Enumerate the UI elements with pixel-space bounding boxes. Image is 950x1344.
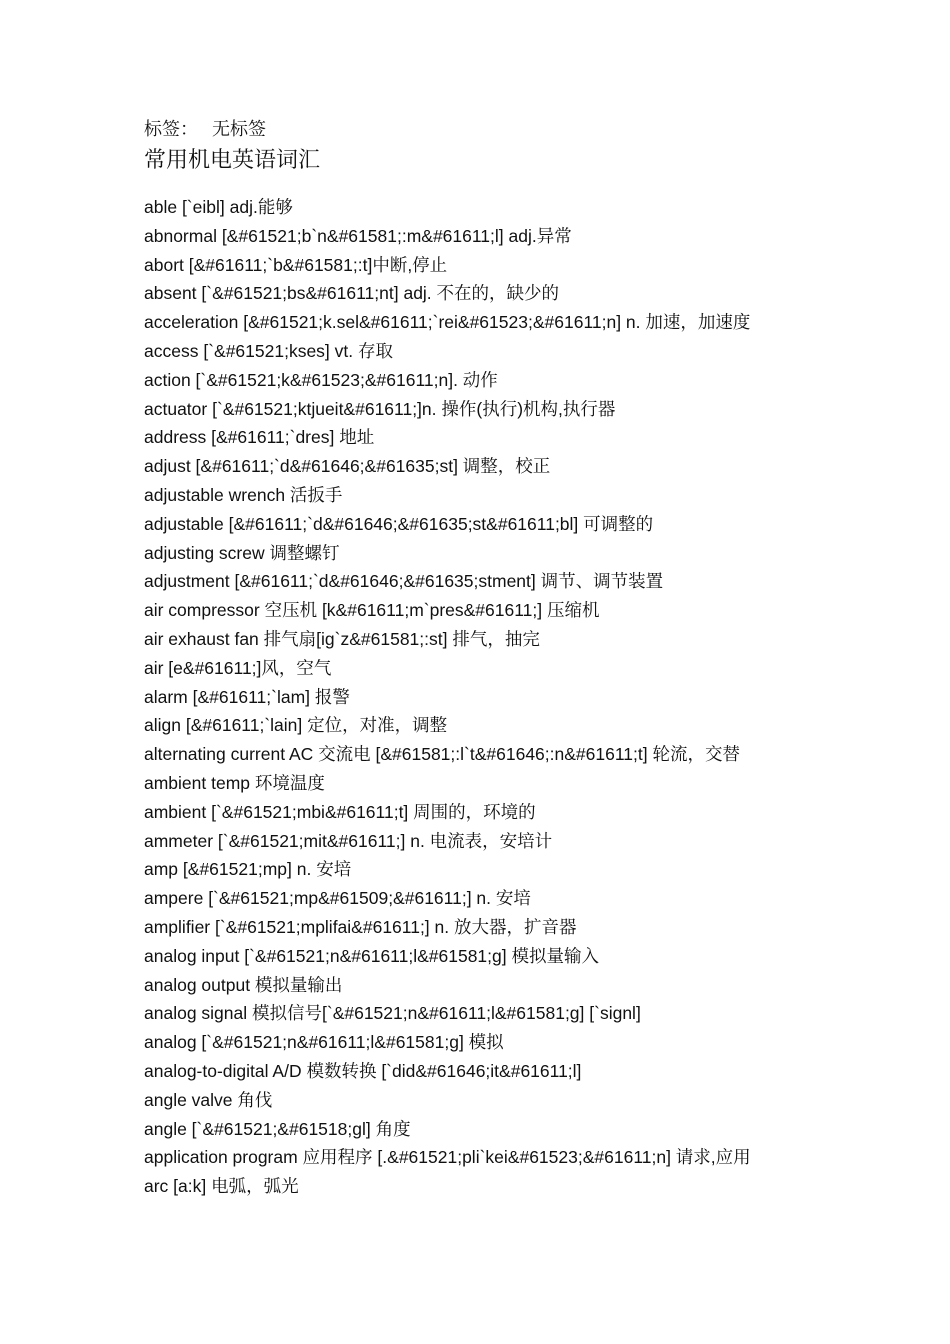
vocab-entry: adjusting screw 调整螺钉 <box>144 542 340 563</box>
vocab-entry: air compressor 空压机 [k&#61611;m`pres&#61611;] 压缩机 <box>144 600 600 621</box>
vocab-entry: application program 应用程序 [.&#61521;pli`kei&#61523;&#61611;n] 请求,应用 <box>144 1147 751 1168</box>
document-page <box>144 117 824 1201</box>
tag-line <box>144 117 824 143</box>
vocab-entry: arc [a:k] 电弧，弧光 <box>144 1176 299 1197</box>
vocab-entry: align [&#61611;`lain] 定位，对准，调整 <box>144 715 448 736</box>
vocab-entry: analog [`&#61521;n&#61611;l&#61581;g] 模拟 <box>144 1032 504 1053</box>
vocab-entry: adjustable [&#61611;`d&#61646;&#61635;st&#61611;bl] 可调整的 <box>144 513 654 534</box>
vocab-entry: ammeter [`&#61521;mit&#61611;] n. 电流表，安培计 <box>144 830 553 851</box>
vocab-entry: absent [`&#61521;bs&#61611;nt] adj. 不在的，缺少的 <box>144 283 560 304</box>
vocab-entry: adjustment [&#61611;`d&#61646;&#61635;stment] 调节、调节装置 <box>144 571 664 592</box>
vocab-entry: address [&#61611;`dres] 地址 <box>144 427 375 448</box>
vocab-entry: ambient [`&#61521;mbi&#61611;t] 周围的，环境的 <box>144 801 536 822</box>
vocab-entry: ambient temp 环境温度 <box>144 772 325 793</box>
vocab-entry: access [`&#61521;kses] vt. 存取 <box>144 340 393 361</box>
vocab-entry: abnormal [&#61521;b`n&#61581;:m&#61611;l] adj.异常 <box>144 225 572 246</box>
document-title: 常用机电英语词汇 <box>144 148 321 173</box>
vocab-entry: angle valve 角伐 <box>144 1089 273 1110</box>
vocab-entry: alternating current AC 交流电 [&#61581;:l`t&#61646;:n&#61611;t] 轮流，交替 <box>144 744 740 765</box>
vocab-entry: analog output 模拟量输出 <box>144 974 343 995</box>
tag-value: 无标签 <box>212 119 266 140</box>
vocab-entry: amplifier [`&#61521;mplifai&#61611;] n. 放大器，扩音器 <box>144 916 577 937</box>
vocab-entry: actuator [`&#61521;ktjueit&#61611;]n. 操作(执行)机构,执行器 <box>144 398 616 419</box>
vocab-entry: ampere [`&#61521;mp&#61509;&#61611;] n. 安培 <box>144 888 531 909</box>
vocabulary-list <box>144 193 824 1201</box>
vocab-entry: analog input [`&#61521;n&#61611;l&#61581;g] 模拟量输入 <box>144 945 599 966</box>
vocab-entry: air [e&#61611;]风，空气 <box>144 657 332 678</box>
vocab-entry: amp [&#61521;mp] n. 安培 <box>144 859 352 880</box>
vocab-entry: abort [&#61611;`b&#61581;:t]中断,停止 <box>144 254 448 275</box>
vocab-entry: air exhaust fan 排气扇[ig`z&#61581;:st] 排气，抽完 <box>144 628 540 649</box>
vocab-entry: action [`&#61521;k&#61523;&#61611;n]. 动作 <box>144 369 498 390</box>
vocab-entry: analog-to-digital A/D 模数转换 [`did&#61646;it&#61611;l] <box>144 1060 582 1081</box>
vocab-entry: analog signal 模拟信号[`&#61521;n&#61611;l&#61581;g] [`signl] <box>144 1003 641 1024</box>
vocab-entry: adjust [&#61611;`d&#61646;&#61635;st] 调整，校正 <box>144 456 551 477</box>
tag-label: 标签： <box>144 119 198 140</box>
vocab-entry: angle [`&#61521;&#61518;gl] 角度 <box>144 1118 411 1139</box>
vocab-entry: acceleration [&#61521;k.sel&#61611;`rei&#61523;&#61611;n] n. 加速，加速度 <box>144 312 751 333</box>
vocab-entry: adjustable wrench 活扳手 <box>144 484 343 505</box>
vocab-entry: alarm [&#61611;`lam] 报警 <box>144 686 350 707</box>
vocab-entry: able [`eibl] adj.能够 <box>144 197 293 217</box>
